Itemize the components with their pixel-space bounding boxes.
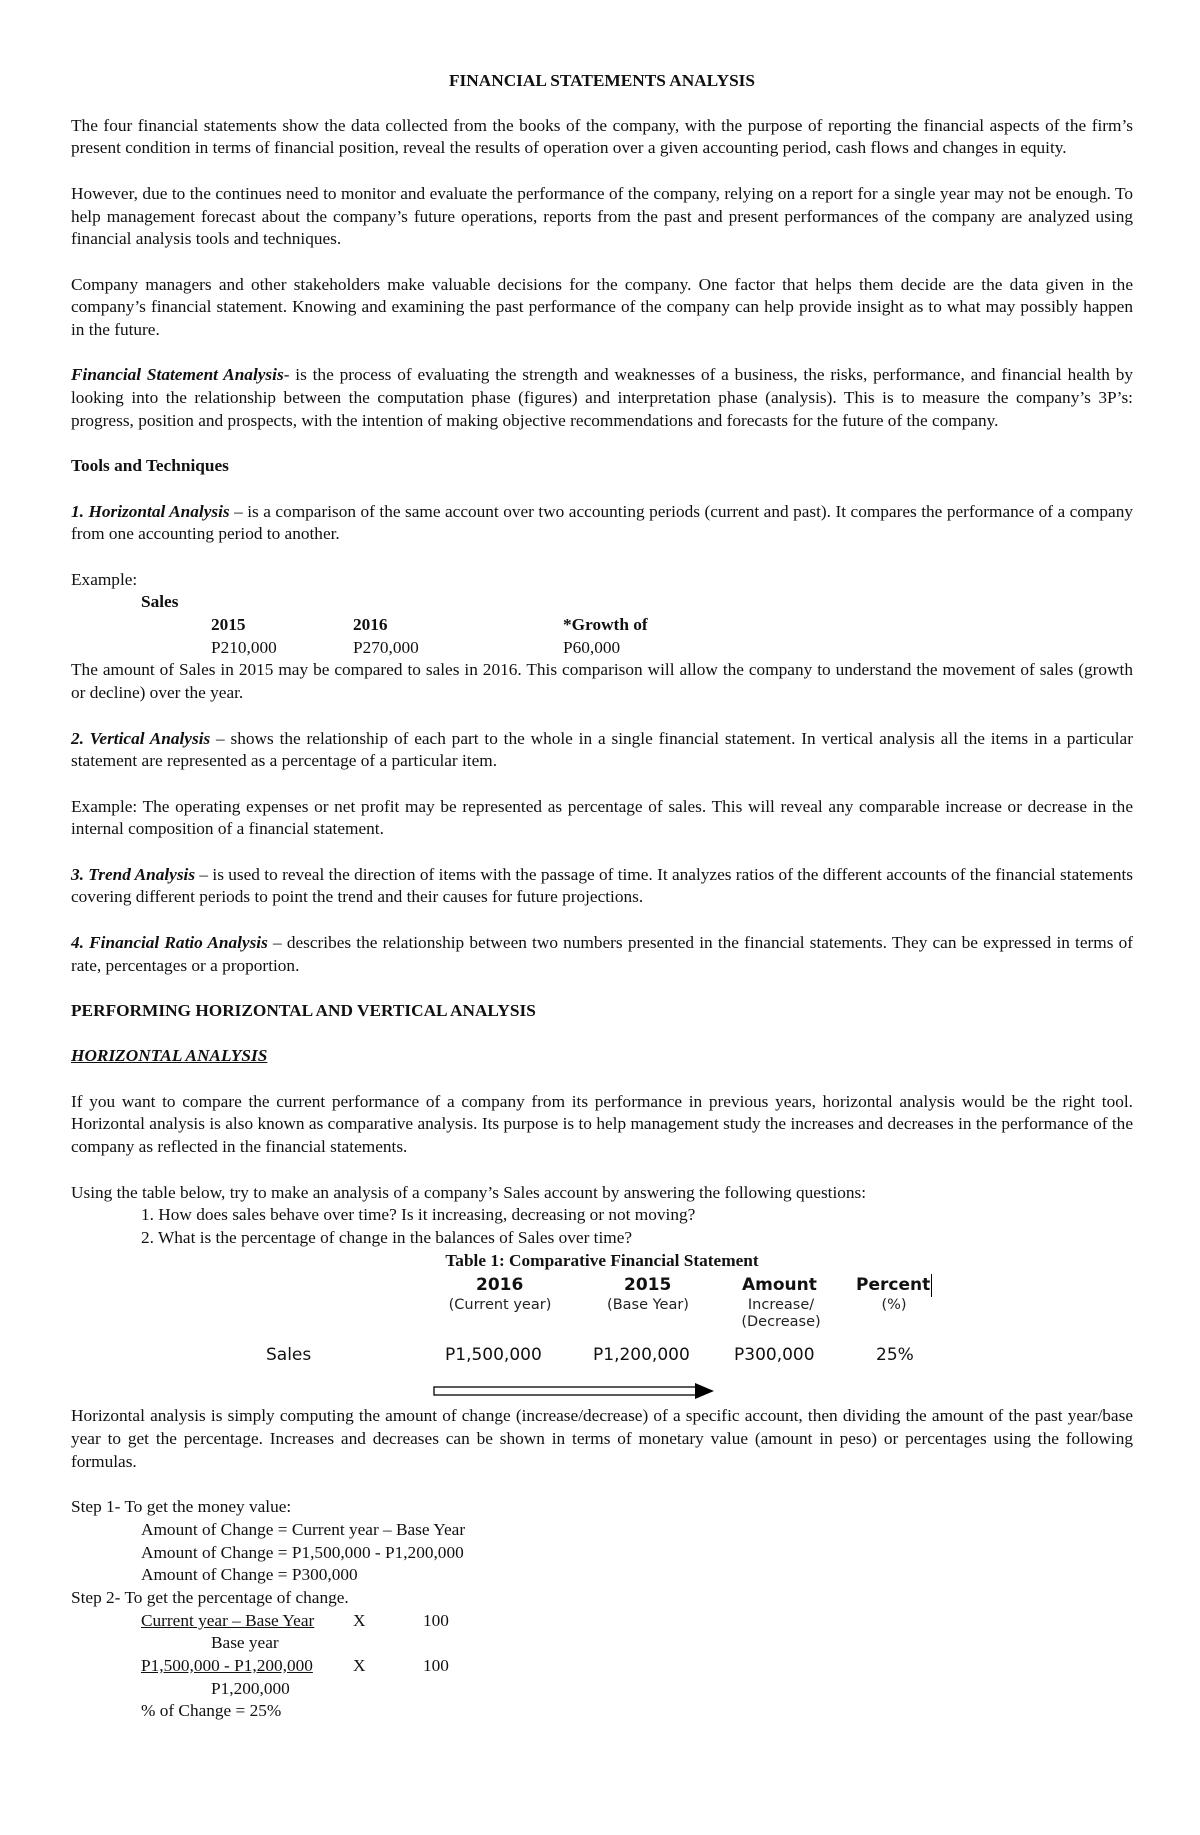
step-1-line: Amount of Change = Current year – Base Year: [141, 1519, 466, 1539]
col-2016-header: 2016: [476, 1275, 524, 1296]
table-title: Table 1: Comparative Financial Statement: [445, 1250, 759, 1270]
formula-2-numerator-row: [71, 1655, 1133, 1678]
formula-1-denominator: Base year: [211, 1633, 279, 1653]
section-heading: PERFORMING HORIZONTAL AND VERTICAL ANALYSIS: [71, 1000, 536, 1020]
example-header: *Growth of: [563, 615, 648, 635]
tool-term: 4. Financial Ratio Analysis: [71, 932, 268, 952]
example-note: The amount of Sales in 2015 may be compared to sales in 2016. This comparison will allow the company to understand the movement of sales (growth or decline) over the year.: [71, 660, 1133, 703]
formula-2-denominator: P1,200,000: [211, 1678, 290, 1698]
step-1-line: Amount of Change = P300,000: [141, 1565, 358, 1585]
tool-horizontal: [71, 501, 1133, 546]
cell-percent: 25%: [876, 1345, 914, 1366]
col-percent-header: Percent: [856, 1275, 931, 1296]
formula-1-numerator-row: [71, 1610, 1133, 1633]
col-amount-sub1: Increase/: [747, 1297, 815, 1314]
hundred: 100: [423, 1656, 449, 1676]
table-intro: Using the table below, try to make an analysis of a company’s Sales account by answering the following questions:: [71, 1182, 867, 1202]
intro-paragraph-1: The four financial statements show the data collected from the books of the company, with the purpose of reporting the financial aspects of the firm’s present condition in terms of financial position, reveal the results of operation over a given accounting period, cash flows and changes in equity.: [71, 115, 1133, 158]
tools-heading: Tools and Techniques: [71, 456, 229, 476]
example-header-row: [71, 614, 1133, 637]
hundred: 100: [423, 1610, 449, 1630]
fsa-definition: [71, 364, 1133, 432]
tool-vertical: [71, 728, 1133, 773]
question-item: 1. How does sales behave over time? Is it increasing, decreasing or not moving?: [141, 1205, 696, 1225]
step-1: Step 1- To get the money value:: [71, 1497, 292, 1517]
tool-ratio: [71, 932, 1133, 977]
example-value: P270,000: [353, 637, 419, 657]
tool-text: – is a comparison of the same account over two accounting periods (current and past). It compares the performance of a company from one accounting period to another.: [71, 501, 1133, 544]
cell-amount: P300,000: [734, 1345, 815, 1366]
example-header: 2015: [211, 615, 246, 635]
tool-term: 2. Vertical Analysis: [71, 728, 211, 748]
horizontal-heading: HORIZONTAL ANALYSIS: [71, 1046, 268, 1066]
horizontal-paragraph: If you want to compare the current performance of a company from its performance in previous years, horizontal analysis would be the right tool. Horizontal analysis is also known as comparative analysis. Its purpose is to help management study the increases and decreases in the performance of the company as reflected in the financial statements.: [71, 1091, 1133, 1157]
tool-text: – describes the relationship between two numbers presented in the financial statements. They can be expressed in terms of rate, percentages or a proportion.: [71, 932, 1134, 975]
example-value: P60,000: [563, 637, 621, 657]
times-sign: X: [353, 1610, 366, 1630]
col-2015-header: 2015: [624, 1275, 672, 1296]
question-list: [71, 1204, 1133, 1249]
col-amount-header: Amount: [742, 1275, 817, 1296]
col-2015-sub: (Base Year): [607, 1297, 689, 1314]
formula-1-numerator: Current year – Base Year: [141, 1610, 315, 1630]
change-result: % of Change = 25%: [141, 1701, 282, 1721]
tool-trend: [71, 864, 1133, 909]
fsa-text: - is the process of evaluating the strength and weaknesses of a business, the risks, performance, and financial health by looking into the relationship between the computation phase (figures) and interpretation phase (analysis). This is to measure the company’s 3P’s: progress, position and prospects, with the intention of making objective recommendations and forecasts for the future of the company.: [71, 365, 1134, 430]
step-2: Step 2- To get the percentage of change.: [71, 1587, 349, 1607]
example-label: Example:: [71, 569, 138, 589]
example-value-row: [71, 637, 1133, 660]
cell-2016: P1,500,000: [445, 1345, 542, 1366]
intro-paragraph-3: Company managers and other stakeholders make valuable decisions for the company. One factor that helps them decide are the data given in the company’s financial statement. Knowing and examining the past performance of the company can help provide insight as to what may possibly happen in the future.: [71, 274, 1133, 339]
times-sign: X: [353, 1656, 366, 1676]
example-account: Sales: [141, 592, 179, 612]
row-label: Sales: [266, 1345, 312, 1366]
col-percent-sub: (%): [881, 1297, 907, 1314]
col-amount-sub2: (Decrease): [741, 1314, 821, 1331]
tool-term: 3. Trend Analysis: [71, 864, 196, 884]
example-1: [71, 569, 1133, 705]
tool-text: – shows the relationship of each part to the whole in a single financial statement. In vertical analysis all the items in a particular statement are represented as a percentage of a particular item.: [71, 728, 1133, 771]
tool-text: – is used to reveal the direction of items with the passage of time. It analyzes ratios of the different accounts of the financial statements covering different periods to point the trend and their causes for future projections.: [71, 864, 1133, 907]
document-title: FINANCIAL STATEMENTS ANALYSIS: [448, 71, 756, 90]
after-table-paragraph: Horizontal analysis is simply computing the amount of change (increase/decrease) of a specific account, then dividing the amount of the past year/base year to get the percentage. Increases and decreases can be shown in terms of monetary value (amount in peso) or percentages using the following formulas.: [71, 1406, 1133, 1471]
formula-2-numerator: P1,500,000 - P1,200,000: [141, 1656, 313, 1676]
example-header: 2016: [353, 615, 388, 635]
document-page: [71, 70, 1133, 1723]
tool-term: 1. Horizontal Analysis: [71, 501, 230, 521]
fsa-term: Financial Statement Analysis: [71, 365, 284, 385]
intro-paragraph-2: However, due to the continues need to monitor and evaluate the performance of the company, relying on a report for a single year may not be enough. To help management forecast about the company’s future operations, reports from the past and present performances of the company are analyzed using financial analysis tools and techniques.: [71, 183, 1133, 249]
col-2016-sub: (Current year): [448, 1297, 552, 1314]
step-1-line: Amount of Change = P1,500,000 - P1,200,000: [141, 1542, 464, 1562]
cell-2015: P1,200,000: [593, 1345, 690, 1366]
comparative-table: [71, 1272, 1133, 1405]
right-arrow-icon: [433, 1382, 715, 1400]
question-item: 2. What is the percentage of change in the balances of Sales over time?: [141, 1227, 633, 1247]
example-2: Example: The operating expenses or net profit may be represented as percentage of sales. This will reveal any comparable increase or decrease in the internal composition of a financial statement.: [71, 796, 1133, 839]
example-value: P210,000: [211, 637, 277, 657]
